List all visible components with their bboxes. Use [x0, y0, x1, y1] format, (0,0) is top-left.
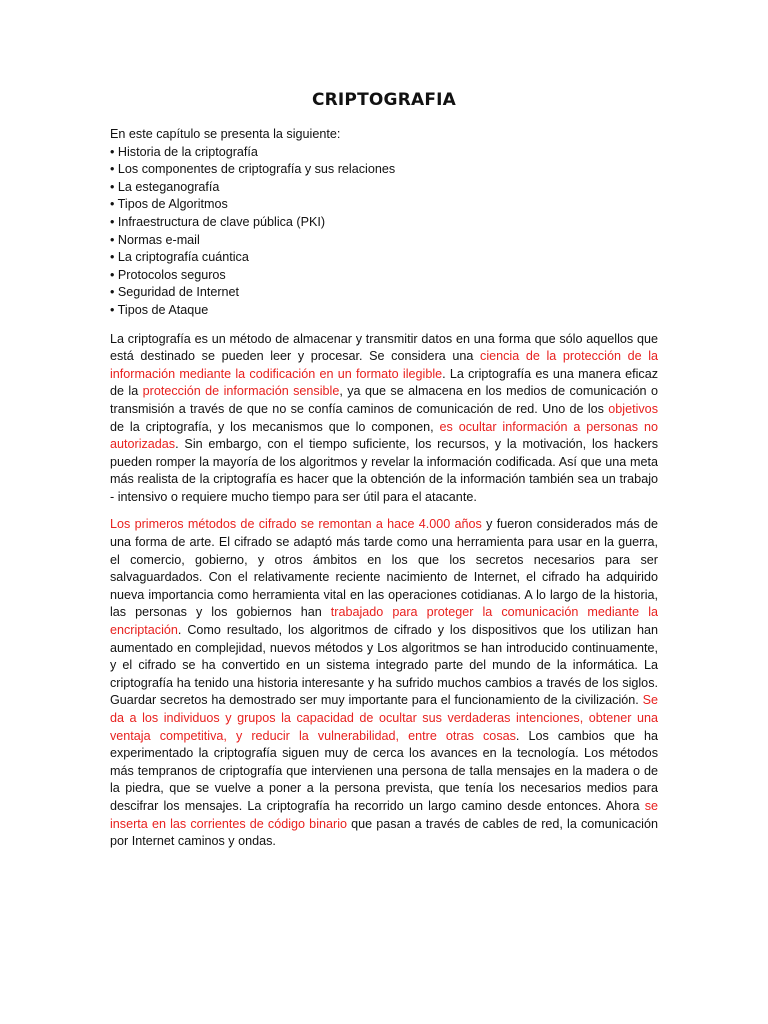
highlighted-phrase: Se da a los individuos y grupos la capacidad de ocultar sus verdaderas intenciones, obtener una ventaja competitiva, y reducir la vulnerabilidad, entre otras cosas: [110, 693, 658, 743]
highlighted-phrase: es ocultar información a personas no autorizadas: [110, 419, 658, 452]
paragraph-segment: La criptografía es un método de almacenar y transmitir datos en una forma que sólo aquellos que está destinado se pueden leer y procesar. Se considera una: [110, 331, 658, 364]
highlighted-phrase: objetivos: [608, 401, 658, 416]
highlighted-phrase: protección de información sensible: [142, 384, 340, 399]
paragraph-segment: de la criptografía, y los mecanismos que lo componen,: [110, 419, 440, 434]
topic-item: • Protocolos seguros: [110, 267, 226, 282]
paragraph-segment: y fueron considerados más de una forma de arte. El cifrado se adaptó más tarde como una herramienta para usar en la guerra, el comercio, gobierno, y otros ámbitos en los que los secretos necesarios para ser salvaguardados. Con el relativamente reciente nacimiento de Internet, el cifrado ha adquirido nueva importancia como herramienta vital en las operaciones cotidianas. A lo largo de la historia, las personas y los gobiernos han: [110, 517, 658, 620]
paragraph-segment: . Como resultado, los algoritmos de cifrado y los dispositivos que los utilizan han aumentado en complejidad, nuevos métodos y Los algoritmos se han introducido continuamente, y el cifrado se ha convertido en un sistema integrado parte del mundo de la informática. La criptografía ha tenido una historia interesante y ha sufrido muchos cambios a través de los siglos. Guardar secretos ha demostrado ser muy importante para el funcionamiento de la civilización.: [110, 623, 658, 708]
topic-item: • La criptografía cuántica: [110, 250, 249, 265]
topic-item: • Los componentes de criptografía y sus relaciones: [110, 162, 396, 177]
chapter-intro: En este capítulo se presenta la siguiente:: [110, 127, 341, 141]
topic-item: • Seguridad de Internet: [110, 285, 240, 300]
paragraph-segment: . Los cambios que ha experimentado la criptografía siguen muy de cerca los avances en la tecnología. Los métodos más tempranos de criptografía que intervienen una persona de talla mensajes en la madera o de la piedra, que se vuelve a poner a la persona prevista, que tenía los necesarios medios para descifrar los mensajes. La criptografía ha recorrido un largo camino desde entonces. Ahora: [110, 728, 658, 813]
highlighted-phrase: ciencia de la protección de la información mediante la codificación en un formato ilegible: [110, 349, 659, 381]
highlighted-phrase: Los primeros métodos de cifrado se remontan a hace 4.000 años: [110, 517, 482, 532]
highlighted-phrase: trabajado para proteger la comunicación mediante la encriptación: [110, 605, 658, 638]
body-paragraph: [110, 516, 658, 850]
page-title: CRIPTOGRAFIA: [311, 90, 457, 110]
topic-item: • Historia de la criptografía: [110, 144, 258, 159]
highlighted-phrase: se inserta en las corrientes de código binario: [110, 798, 658, 831]
paragraph-segment: . Sin embargo, con el tiempo suficiente, los recursos, y la motivación, los hackers pueden romper la mayoría de los algoritmos y revelar la información codificada. Así que una meta más realista de la criptografía es hacer que la obtención de la información también sea un trabajo - intensivo o requiere mucho tiempo para ser útil para el atacante.: [110, 437, 658, 504]
topic-item: • Tipos de Algoritmos: [110, 197, 228, 212]
topic-item: • Tipos de Ataque: [110, 302, 209, 317]
paragraph-segment: que pasan a través de cables de red, la comunicación por Internet caminos y ondas.: [110, 816, 658, 849]
paragraph-segment: . La criptografía es una manera eficaz de la: [110, 366, 658, 399]
chapter-topics-list: [110, 144, 658, 320]
document-page: [110, 88, 658, 851]
paragraph-segment: , ya que se almacena en los medios de comunicación o transmisión a través de que no se confía caminos de comunicación de red. Uno de los: [110, 384, 658, 416]
topic-item: • La esteganografía: [110, 179, 220, 194]
body-paragraph: [110, 331, 658, 507]
topic-item: • Normas e-mail: [110, 232, 200, 247]
topic-item: • Infraestructura de clave pública (PKI): [110, 214, 326, 229]
